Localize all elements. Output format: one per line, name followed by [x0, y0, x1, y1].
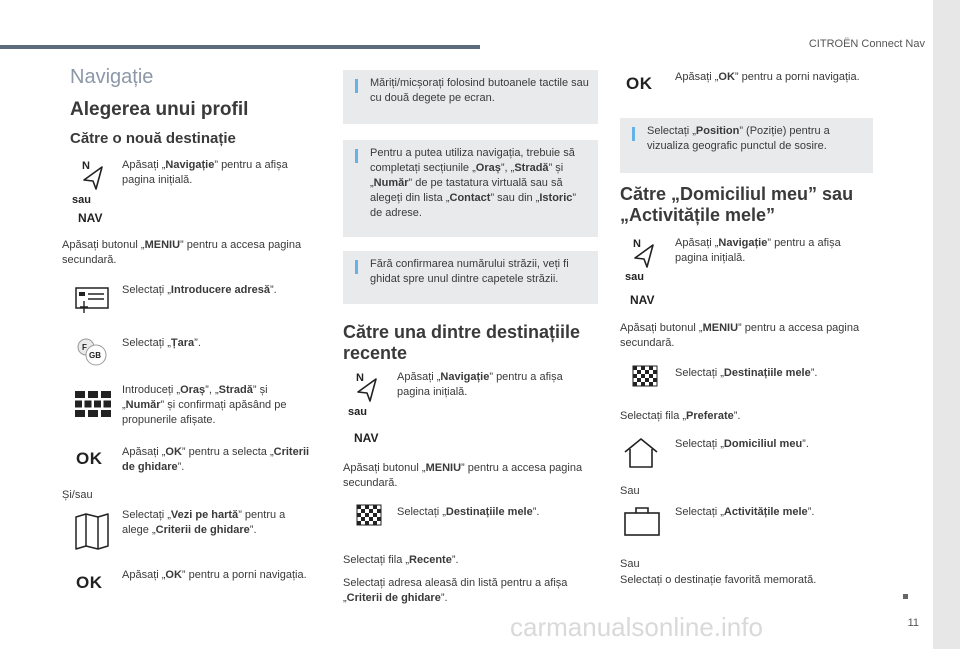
step-text: Apăsați „Navigație” pentru a afișa pagina inițială. — [397, 371, 563, 398]
heading-recent-destinations: Către una dintre destinațiile recente — [343, 322, 581, 363]
subheading-new-destination: Către o nouă destinație — [70, 130, 236, 147]
step-text: Selectați o destinație favorită memorată. — [620, 574, 817, 586]
and-or-label: Și/sau — [62, 489, 93, 501]
info-bar-icon — [355, 79, 358, 93]
page-edge-bar — [933, 0, 960, 649]
info-note: Pentru a putea utiliza navigația, trebuie să completați secțiunile „Oraș”, „Stradă” și „Număr” de pe tastatura virtuală sau să alegeți din lista „Contact” sau din „Istoric” de adrese. — [343, 140, 598, 237]
address-entry-icon — [74, 283, 110, 315]
step-text: Apăsați „OK” pentru a porni navigația. — [122, 569, 307, 581]
svg-text:GB: GB — [89, 351, 101, 360]
step-text: Selectați „Domiciliul meu”. — [675, 438, 809, 450]
svg-text:N: N — [633, 238, 641, 250]
step-text: Selectați „Introducere adresă”. — [122, 284, 277, 296]
brand-header: CITROËN Connect Nav — [808, 38, 925, 50]
step-text: Selectați fila „Recente”. — [343, 554, 459, 566]
step-text: Selectați „Țara”. — [122, 337, 201, 349]
sau-label: sau — [72, 194, 91, 206]
watermark: carmanualsonline.info — [510, 612, 763, 642]
nav-button-label: NAV — [630, 293, 655, 307]
page-heading: Alegerea unui profil — [70, 99, 249, 120]
info-bar-icon — [355, 149, 358, 163]
keyboard-icon — [74, 390, 112, 418]
step-text: Apăsați „Navigație” pentru a afișa pagina inițială. — [122, 159, 288, 186]
page-mark — [903, 594, 908, 599]
sau-label: sau — [348, 406, 367, 418]
step-text: Selectați „Vezi pe hartă” pentru a alege „Criterii de ghidare”. — [122, 509, 286, 536]
or-label: Sau — [620, 558, 640, 570]
step-text: Apăsați „Navigație” pentru a afișa pagina inițială. — [675, 237, 841, 264]
header-rule — [0, 45, 480, 49]
step-text: Apăsați „OK” pentru a selecta „Criterii de ghidare”. — [122, 446, 310, 473]
ok-button-icon: OK — [626, 74, 653, 93]
info-note: Măriți/micșorați folosind butoanele tactile sau cu două degete pe ecran. — [343, 70, 598, 124]
svg-text:F: F — [82, 343, 87, 352]
step-text: Apăsați „OK” pentru a porni navigația. — [675, 71, 860, 83]
svg-text:N: N — [356, 372, 364, 384]
map-icon — [74, 512, 110, 550]
home-icon — [623, 436, 659, 470]
country-flag-icon — [74, 336, 110, 368]
nav-button-label: NAV — [354, 431, 379, 445]
navigation-arrow-icon — [78, 158, 108, 194]
step-text: Introduceți „Oraș”, „Stradă” și „Număr” și confirmați apăsând pe propunerile afișate. — [122, 384, 287, 426]
ok-button-icon: OK — [76, 573, 103, 592]
step-text: Selectați adresa aleasă din listă pentru a afișa „Criterii de ghidare”. — [343, 577, 568, 604]
step-text: Selectați fila „Preferate”. — [620, 410, 741, 422]
briefcase-icon — [623, 505, 661, 537]
step-text: Selectați „Activitățile mele”. — [675, 506, 815, 518]
sau-label: sau — [625, 271, 644, 283]
nav-button-label: NAV — [78, 211, 103, 225]
page-number: 11 — [907, 617, 919, 629]
checkered-flag-icon — [632, 365, 658, 387]
ok-button-icon: OK — [76, 449, 103, 468]
info-bar-icon — [632, 127, 635, 141]
info-bar-icon — [355, 260, 358, 274]
info-note: Fără confirmarea numărului străzii, veți fi ghidat spre unul dintre capetele străzii. — [343, 251, 598, 304]
navigation-arrow-icon — [629, 236, 659, 272]
navigation-arrow-icon — [352, 370, 382, 406]
section-title: Navigație — [70, 66, 154, 88]
checkered-flag-icon — [356, 504, 382, 526]
step-text: Apăsați butonul „MENIU” pentru a accesa pagina secundară. — [620, 322, 860, 349]
compass-n-label: N — [82, 160, 90, 172]
step-text: Apăsați butonul „MENIU” pentru a accesa pagina secundară. — [62, 239, 302, 266]
step-text: Selectați „Destinațiile mele”. — [675, 367, 818, 379]
info-note: Selectați „Position” (Poziție) pentru a vizualiza geografic punctul de sosire. — [620, 118, 873, 173]
heading-home-activities: Către „Domiciliul meu” sau „Activitățile mele” — [620, 184, 854, 225]
step-text: Selectați „Destinațiile mele”. — [397, 506, 540, 518]
step-text: Apăsați butonul „MENIU” pentru a accesa pagina secundară. — [343, 462, 583, 489]
or-label: Sau — [620, 485, 640, 497]
